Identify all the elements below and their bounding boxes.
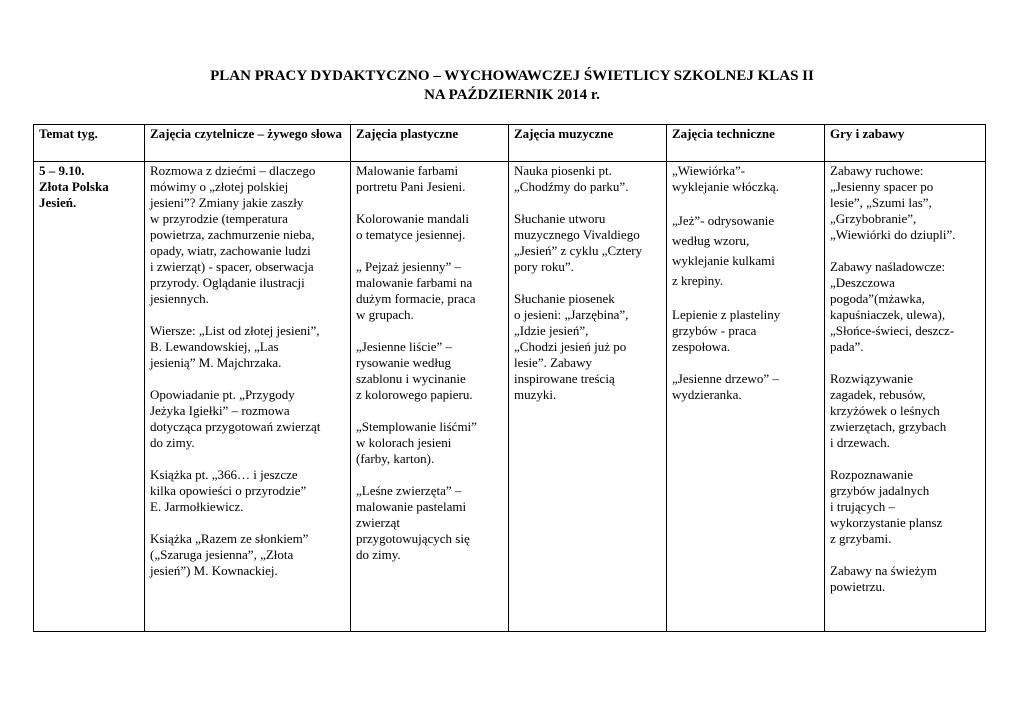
text-line: i drzewach.	[830, 435, 890, 450]
text-line: E. Jarmołkiewicz.	[150, 499, 244, 514]
reading-activity	[150, 531, 345, 579]
text-line: Zabawy ruchowe:	[830, 163, 924, 178]
cell-technical	[667, 162, 825, 632]
technical-activity	[672, 211, 819, 291]
text-line: grzybów - praca	[672, 323, 757, 338]
text-line: muzycznego Vivaldiego	[514, 227, 640, 242]
text-line: Lepienie z plasteliny	[672, 307, 781, 322]
cell-games	[825, 162, 986, 632]
text-line: szablonu i wycinanie	[356, 371, 466, 386]
text-line: Słuchanie piosenek	[514, 291, 615, 306]
reading-activity	[150, 467, 345, 515]
text-line: „Wiewiórka”-	[672, 163, 746, 178]
text-line: „Idzie jesień”,	[514, 323, 589, 338]
text-line: i trujących –	[830, 499, 895, 514]
text-line: „Chodzi jesień już po	[514, 339, 627, 354]
text-line: z krepiny.	[672, 273, 724, 288]
text-line: w przyrodzie (temperatura	[150, 211, 288, 226]
text-line: z kolorowego papieru.	[356, 387, 473, 402]
text-line: Słuchanie utworu	[514, 211, 606, 226]
text-line: „Słońce-świeci, deszcz-	[830, 323, 955, 338]
text-line: „Jesień” z cyklu „Cztery	[514, 243, 643, 258]
text-line: według wzoru,	[672, 233, 750, 248]
text-line: kilka opowieści o przyrodzie”	[150, 483, 307, 498]
text-line: przygotowujących się	[356, 531, 470, 546]
text-line: Kolorowanie mandali	[356, 211, 469, 226]
music-activity	[514, 291, 661, 403]
text-line: „Jesienne drzewo” –	[672, 371, 779, 386]
text-line: lesie”. Zabawy	[514, 355, 592, 370]
music-activity	[514, 211, 661, 275]
text-line: przyrody. Oglądanie ilustracji	[150, 275, 305, 290]
text-line: „Jesienny spacer po	[830, 179, 934, 194]
text-line: inspirowane treścią	[514, 371, 615, 386]
text-line: „Stemplowanie liśćmi”	[356, 419, 477, 434]
table-row	[34, 162, 986, 632]
text-line: Rozwiązywanie	[830, 371, 914, 386]
text-line: krzyżówek o leśnych	[830, 403, 940, 418]
text-line: Wiersze: „List od złotej jesieni”,	[150, 323, 320, 338]
technical-activity	[672, 307, 819, 355]
technical-activity	[672, 371, 819, 403]
text-line: „Grzybobranie”,	[830, 211, 917, 226]
cell-music	[509, 162, 667, 632]
text-line: grzybów jadalnych	[830, 483, 930, 498]
text-line: o tematyce jesiennej.	[356, 227, 466, 242]
text-line: malowanie farbami na	[356, 275, 473, 290]
document-title	[0, 67, 1024, 105]
cell-week-topic	[34, 162, 145, 632]
games-activity	[830, 371, 980, 451]
header-topic: Temat tyg.	[34, 125, 145, 162]
technical-activity	[672, 163, 819, 195]
text-line: malowanie pastelami	[356, 499, 467, 514]
table-header-row	[34, 125, 986, 162]
text-line: o jesieni: „Jarzębina”,	[514, 307, 629, 322]
text-line: jesienią” M. Majchrzaka.	[150, 355, 282, 370]
text-line: jesieni”? Zmiany jakie zaszły	[150, 195, 304, 210]
text-line: pada”.	[830, 339, 864, 354]
text-line: zwierząt	[356, 515, 401, 530]
games-activity	[830, 563, 980, 595]
text-line: „Leśne zwierzęta” –	[356, 483, 462, 498]
text-line: Rozmowa z dziećmi – dlaczego	[150, 163, 316, 178]
text-line: wykorzystanie plansz	[830, 515, 943, 530]
text-line: wyklejanie kulkami	[672, 253, 775, 268]
text-line: wyklejanie włóczką.	[672, 179, 779, 194]
header-technical: Zajęcia techniczne	[667, 125, 825, 162]
text-line: do zimy.	[150, 435, 195, 450]
week-topic-line: Złota Polska	[39, 179, 109, 194]
art-activity	[356, 339, 503, 403]
week-topic-line: 5 – 9.10.	[39, 163, 85, 178]
text-line: B. Lewandowskiej, „Las	[150, 339, 279, 354]
art-activity	[356, 259, 503, 323]
text-line: „Jeż”- odrysowanie	[672, 213, 775, 228]
text-line: „Deszczowa	[830, 275, 895, 290]
art-activity	[356, 419, 503, 467]
text-line: „Chodźmy do parku”.	[514, 179, 629, 194]
text-line: muzyki.	[514, 387, 557, 402]
text-line: kapuśniaczek, ulewa),	[830, 307, 946, 322]
text-line: dużym formacie, praca	[356, 291, 476, 306]
plan-table	[33, 124, 986, 632]
text-line: Zabawy naśladowcze:	[830, 259, 946, 274]
text-line: Książka pt. „366… i jeszcze	[150, 467, 298, 482]
text-line: dotycząca przygotowań zwierząt	[150, 419, 321, 434]
text-line: „Jesienne liście” –	[356, 339, 453, 354]
header-art: Zajęcia plastyczne	[351, 125, 509, 162]
text-line: portretu Pani Jesieni.	[356, 179, 466, 194]
cell-art	[351, 162, 509, 632]
games-activity	[830, 467, 980, 547]
week-topic-line: Jesień.	[39, 195, 77, 210]
text-line: pogoda”(mżawka,	[830, 291, 925, 306]
reading-activity	[150, 323, 345, 371]
text-line: Rozpoznawanie	[830, 467, 914, 482]
title-line-2: NA PAŹDZIERNIK 2014 r.	[424, 87, 600, 103]
text-line: (farby, karton).	[356, 451, 435, 466]
text-line: „Wiewiórki do dziupli”.	[830, 227, 956, 242]
text-line: wydzieranka.	[672, 387, 742, 402]
text-line: zwierzętach, grzybach	[830, 419, 947, 434]
text-line: i zwierząt) - spacer, obserwacja	[150, 259, 314, 274]
text-line: jesiennych.	[150, 291, 209, 306]
text-line: rysowanie według	[356, 355, 451, 370]
games-activity	[830, 163, 980, 243]
text-line: mówimy o „złotej polskiej	[150, 179, 289, 194]
text-line: pory roku”.	[514, 259, 574, 274]
title-line-1: PLAN PRACY DYDAKTYCZNO – WYCHOWAWCZEJ ŚWIETLICY SZKOLNEJ KLAS II	[210, 68, 814, 84]
music-activity	[514, 163, 661, 195]
header-reading: Zajęcia czytelnicze – żywego słowa	[145, 125, 351, 162]
text-line: zespołowa.	[672, 339, 731, 354]
text-line: w kolorach jesieni	[356, 435, 452, 450]
header-games: Gry i zabawy	[825, 125, 986, 162]
text-line: lesie”, „Szumi las”,	[830, 195, 932, 210]
text-line: z grzybami.	[830, 531, 892, 546]
text-line: Zabawy na świeżym	[830, 563, 937, 578]
reading-activity	[150, 163, 345, 307]
text-line: („Szaruga jesienna”, „Złota	[150, 547, 294, 562]
text-line: Malowanie farbami	[356, 163, 459, 178]
text-line: opady, wiatr, zachowanie ludzi	[150, 243, 311, 258]
text-line: powietrzu.	[830, 579, 886, 594]
text-line: jesień”) M. Kownackiej.	[150, 563, 278, 578]
text-line: do zimy.	[356, 547, 401, 562]
art-activity	[356, 163, 503, 195]
header-music: Zajęcia muzyczne	[509, 125, 667, 162]
text-line: „ Pejzaż jesienny” –	[356, 259, 462, 274]
art-activity	[356, 211, 503, 243]
reading-activity	[150, 387, 345, 451]
text-line: Nauka piosenki pt.	[514, 163, 612, 178]
text-line: w grupach.	[356, 307, 414, 322]
art-activity	[356, 483, 503, 563]
cell-reading	[145, 162, 351, 632]
text-line: Książka „Razem ze słonkiem”	[150, 531, 309, 546]
games-activity	[830, 259, 980, 355]
text-line: Opowiadanie pt. „Przygody	[150, 387, 295, 402]
text-line: zagadek, rebusów,	[830, 387, 926, 402]
text-line: Jeżyka Igiełki” – rozmowa	[150, 403, 290, 418]
text-line: powietrza, zachmurzenie nieba,	[150, 227, 315, 242]
